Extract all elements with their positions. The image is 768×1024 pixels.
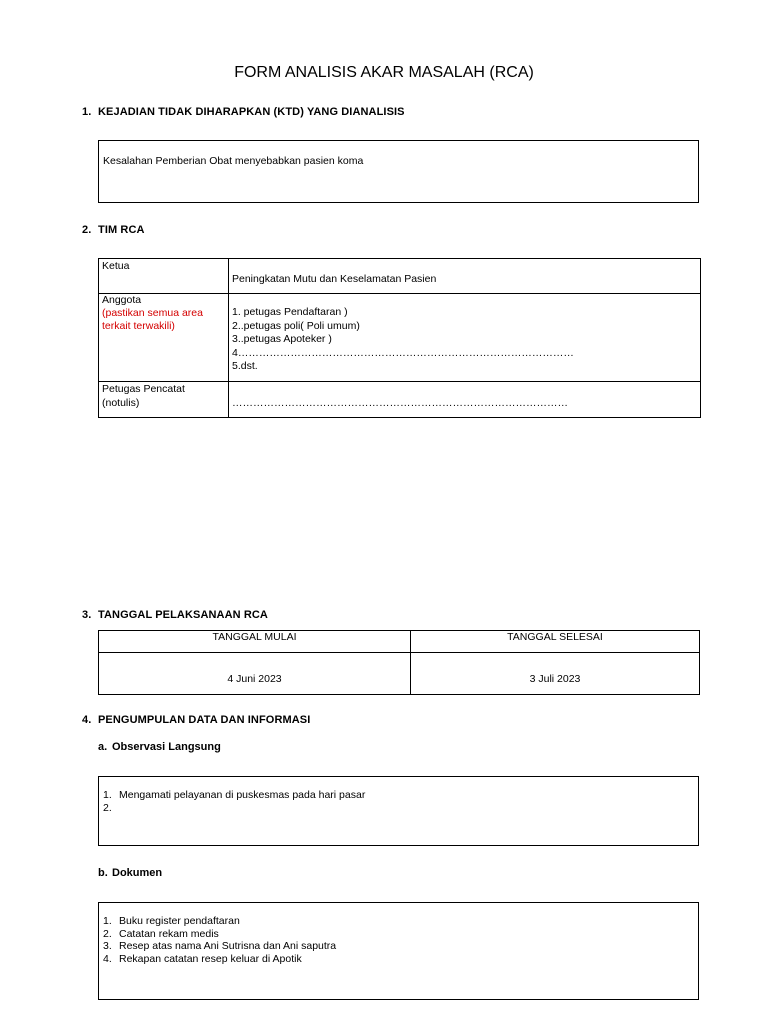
anggota-label: Anggota [102, 294, 142, 306]
list-item: 2..petugas poli( Poli umum) [232, 319, 360, 332]
section-2-title: TIM RCA [98, 224, 145, 236]
section-1-number: 1. [82, 106, 92, 118]
list-item: 5.dst. [232, 360, 258, 372]
table-row [99, 653, 700, 695]
list-item: 4. Rekapan catatan resep keluar di Apotik [103, 952, 302, 965]
document-box [98, 902, 699, 1000]
pencatat-label-line-1: Petugas Pencatat [102, 383, 185, 395]
list-item: 2. [103, 801, 112, 814]
list-item: 3. Resep atas nama Ani Sutrisna dan Ani saputra [103, 940, 337, 952]
end-date-cell [411, 653, 700, 695]
section-1-title: KEJADIAN TIDAK DIHARAPKAN (KTD) YANG DIANALISIS [98, 106, 405, 118]
pencatat-label-line-2: (notulis) [102, 397, 140, 409]
section-2-number: 2. [82, 224, 92, 236]
ketua-value: Peningkatan Mutu dan Keselamatan Pasien [232, 273, 437, 285]
section-4b-heading [98, 867, 162, 879]
observation-box [98, 776, 699, 846]
list-item: 4…………………………………………………………………………………… [232, 346, 574, 359]
ketua-label-cell [99, 259, 229, 294]
end-date-header: TANGGAL SELESAI [507, 631, 603, 643]
ketua-label: Ketua [102, 260, 130, 272]
end-date-header-cell [411, 631, 700, 653]
anggota-note-line-2: terkait terwakili) [102, 320, 175, 332]
ktd-description: Kesalahan Pemberian Obat menyebabkan pasien koma [103, 155, 364, 167]
start-date-cell [99, 653, 411, 695]
list-item: 2. Catatan rekam medis [103, 927, 219, 940]
list-item: 1. Buku register pendaftaran [103, 915, 240, 927]
start-date-header-cell [99, 631, 411, 653]
ktd-box [98, 140, 699, 203]
anggota-member-list [232, 306, 574, 374]
section-4a-heading [98, 741, 221, 753]
start-date-value: 4 Juni 2023 [227, 673, 282, 685]
table-row [99, 631, 700, 653]
date-table [98, 630, 700, 695]
section-4-number: 4. [82, 714, 92, 726]
form-title: FORM ANALISIS AKAR MASALAH (RCA) [234, 64, 534, 81]
anggota-label-cell [99, 294, 229, 382]
section-4-title: PENGUMPULAN DATA DAN INFORMASI [98, 714, 311, 726]
ketua-value-cell [229, 259, 701, 294]
section-3-title: TANGGAL PELAKSANAAN RCA [98, 609, 268, 621]
team-table [98, 258, 701, 418]
list-item: 1. petugas Pendaftaran ) [232, 306, 348, 318]
pencatat-label-cell [99, 382, 229, 418]
table-row [99, 382, 701, 418]
anggota-note-line-1: (pastikan semua area [102, 307, 203, 319]
table-row [99, 294, 701, 382]
list-item: 1. Mengamati pelayanan di puskesmas pada hari pasar [103, 789, 366, 801]
section-4-heading [82, 714, 310, 726]
section-2-heading [82, 224, 145, 236]
observation-list [103, 789, 365, 814]
section-4a-number: a. [98, 741, 108, 753]
document-list [103, 915, 336, 965]
table-row [99, 259, 701, 294]
pencatat-value-cell [229, 382, 701, 418]
section-4b-number: b. [98, 867, 108, 879]
section-4b-title: Dokumen [112, 867, 163, 879]
section-4a-title: Observasi Langsung [112, 741, 221, 753]
anggota-members-cell [229, 294, 701, 382]
end-date-value: 3 Juli 2023 [529, 673, 581, 685]
section-3-number: 3. [82, 609, 92, 621]
section-3-heading [82, 609, 268, 621]
pencatat-value: …………………………………………………………………………………… [232, 397, 568, 409]
section-1-heading [82, 106, 405, 118]
list-item: 3..petugas Apoteker ) [232, 333, 332, 345]
start-date-header: TANGGAL MULAI [212, 631, 297, 643]
